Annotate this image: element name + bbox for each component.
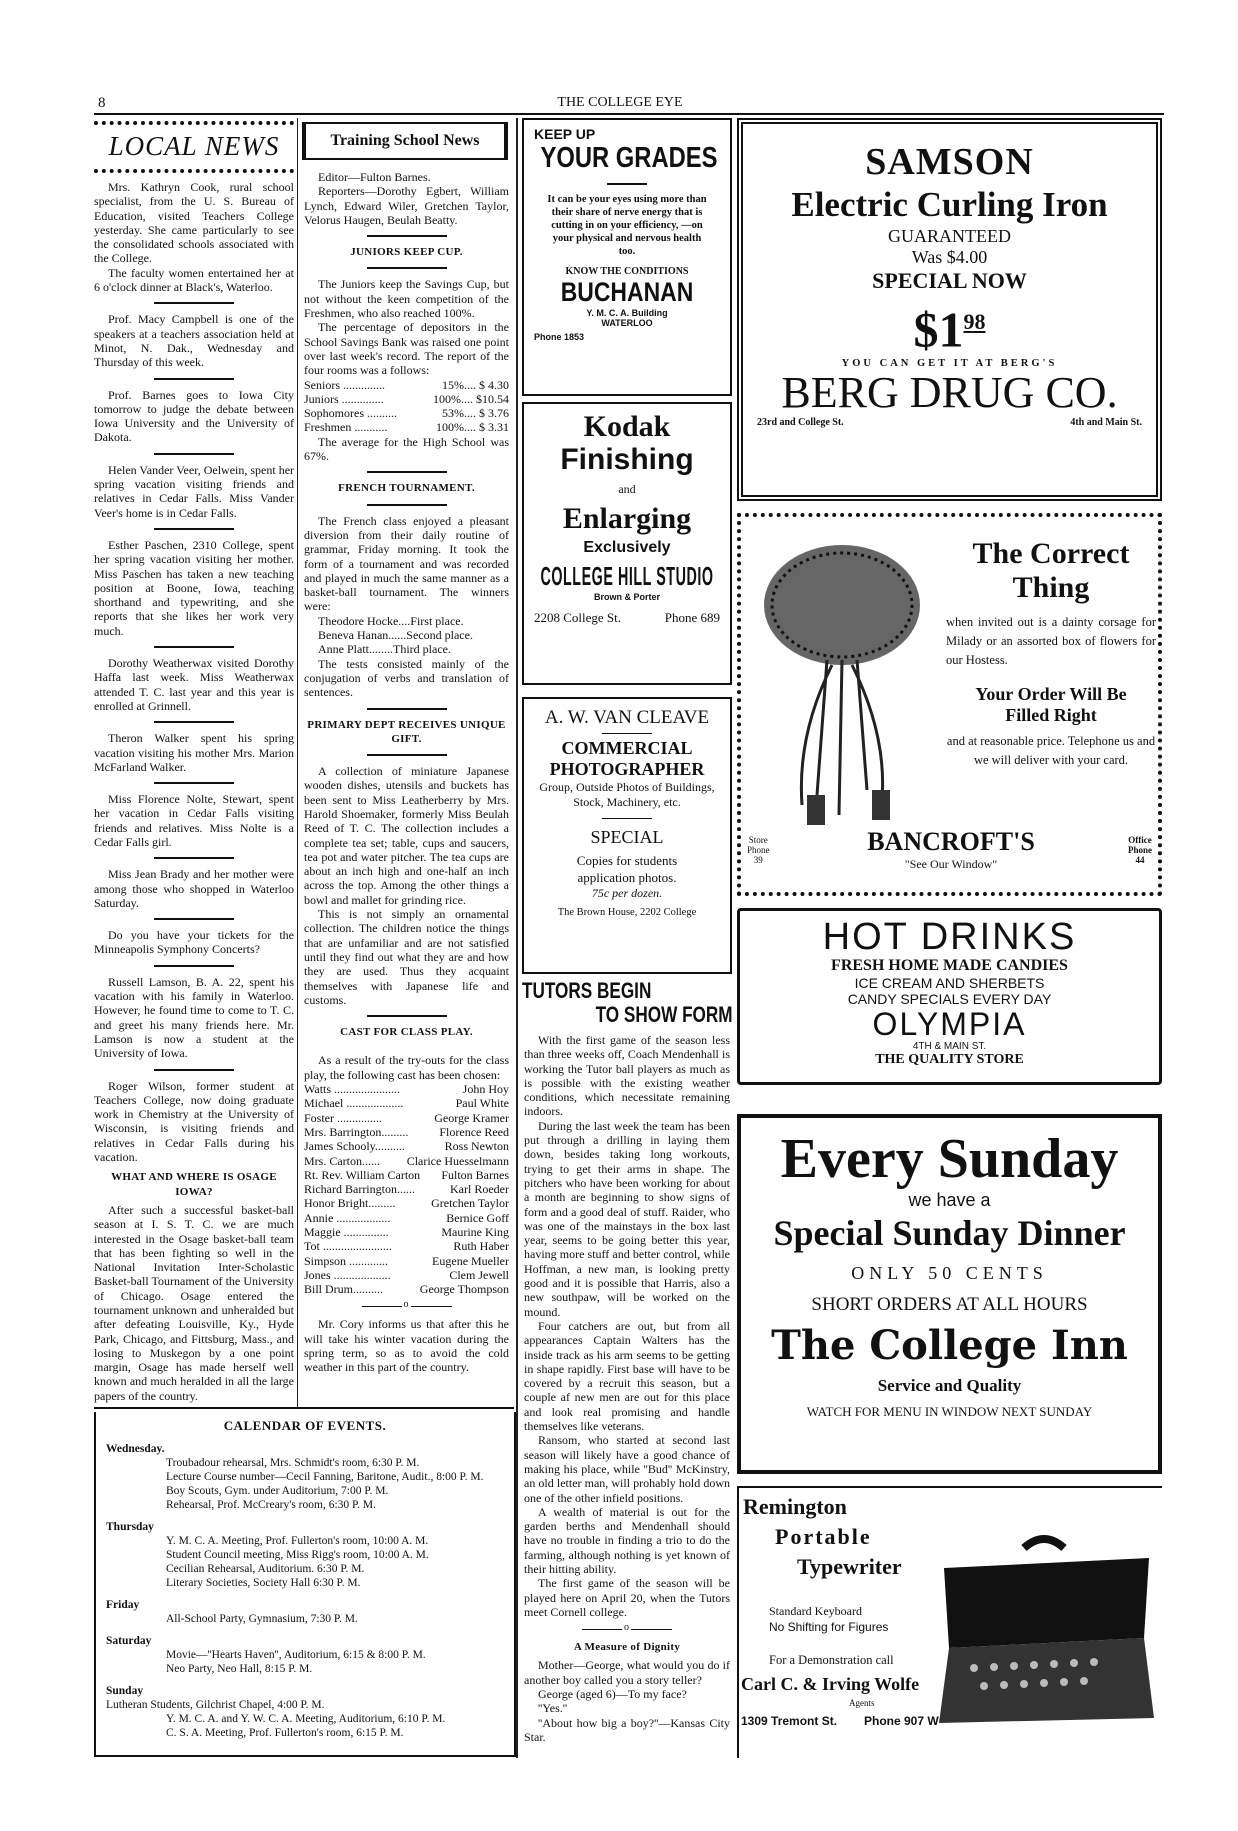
ad-line: PHOTOGRAPHER xyxy=(549,759,705,779)
article-heading: WHAT AND WHERE IS OSAGE IOWA? xyxy=(111,1171,277,1198)
row-label: Tot ....................... xyxy=(304,1239,392,1254)
ad-line: Electric Curling Iron xyxy=(791,185,1108,224)
row-label: Maggie ............... xyxy=(304,1225,389,1239)
dotted-leader-row xyxy=(304,1154,509,1168)
paragraph: Troubadour rehearsal, Mrs. Schmidt's room, 6:30 P. M. xyxy=(166,1457,420,1469)
calendar-day: Sunday xyxy=(106,1685,144,1697)
paragraph: Neo Party, Neo Hall, 8:15 P. M. xyxy=(166,1663,313,1675)
article-heading: JUNIORS KEEP CUP. xyxy=(350,246,463,259)
article-heading: A Measure of Dignity xyxy=(573,1641,681,1654)
paragraph: Theron Walker spent his spring vacation visiting his mother Mrs. Marion McFarland Walker. xyxy=(94,731,294,774)
store-label: Store xyxy=(748,835,768,845)
ad-line: SHORT ORDERS AT ALL HOURS xyxy=(811,1294,1088,1315)
bancroft-ad xyxy=(737,513,1162,896)
paragraph: Mother—George, what would you do if another boy called you a story teller? xyxy=(524,1658,730,1687)
paragraph: Literary Societies, Society Hall 6:30 P. M. xyxy=(166,1577,361,1589)
dotted-leader-row xyxy=(304,406,509,420)
divider xyxy=(154,782,234,784)
ad-name: BUCHANAN xyxy=(560,277,694,307)
row-label: Jones ................... xyxy=(304,1267,391,1282)
ad-address: 4TH & MAIN ST. xyxy=(912,1041,987,1052)
paragraph: Mr. Cory informs us that after this he will take his winter vacation during the spring term, so as to avoid the cold weather in this part of the country. xyxy=(304,1317,509,1375)
ad-name: A. W. VAN CLEAVE xyxy=(544,707,710,728)
studio-name: COLLEGE HILL STUDIO xyxy=(540,561,714,591)
row-value: Eugene Mueller xyxy=(432,1253,509,1268)
ad-line: Typewriter xyxy=(797,1554,902,1579)
olympia-ad xyxy=(737,908,1162,1085)
paragraph: Lutheran Students, Gilchrist Chapel, 4:00 P. M. xyxy=(106,1699,325,1711)
ad-name: BANCROFT'S xyxy=(867,827,1035,856)
dotted-leader-row xyxy=(304,1096,509,1110)
ad-special: SPECIAL xyxy=(590,827,664,847)
row-label: Mrs. Carton...... xyxy=(304,1153,380,1168)
ad-name: BERG DRUG CO. xyxy=(781,367,1118,417)
ad-line: Was $4.00 xyxy=(911,247,988,267)
paragraph: Ransom, who started at second last season will likely have a good chance of making his place, while ''Bud'' McKinstry, an old letter man, will prohably hold down one of the other infield positions. xyxy=(524,1433,730,1505)
paragraph: Anne Platt........Third place. xyxy=(318,642,451,657)
paragraph: A collection of miniature Japanese wooden dishes, utensils and buckets has been sent to Miss Leatherberry by Mrs. Harold Shoemaker, formerly Miss Beulah Reed of T. C. The collection includes a complete tea set; table, cups and saucers, tea pot and water pitcher. The tea cups are about an inch high and one-half an inch across the top. Among the other things a bowl and mallet for grinding rice. xyxy=(304,764,509,907)
ad-line: ONLY 50 CENTS xyxy=(851,1263,1048,1283)
dotted-leader-row xyxy=(304,1125,509,1139)
row-value: Gretchen Taylor xyxy=(431,1196,509,1211)
paragraph: During the last week the team has been put through a drilling in laying them down, besides taking long workouts, trying to get their arms in shape. The pitchers who have been working for about a month are beginning to show signs of form and a good deal of stuff. Raider, who was one of the mainstays in the box last year, seems to be going better this year, having more stuff and better control, while Hoffman, a new man, is looking pretty good and it is possible that Harris, also a new southpaw, will be worked on the mound. xyxy=(524,1118,730,1319)
paragraph: Rehearsal, Prof. McCreary's room, 6:30 P. M. xyxy=(166,1499,376,1511)
divider xyxy=(154,965,234,967)
ad-line: Every Sunday xyxy=(780,1128,1119,1190)
ad-address: 4th and Main St. xyxy=(1070,416,1142,428)
ad-line: Your Order Will Be xyxy=(975,684,1127,704)
row-label: Honor Bright......... xyxy=(304,1196,396,1211)
row-label: Michael ................... xyxy=(304,1096,404,1111)
row-label: Foster ............... xyxy=(304,1110,382,1125)
college-inn-ad xyxy=(737,1114,1162,1474)
divider xyxy=(154,646,234,648)
paragraph: Miss Jean Brady and her mother were among those who shopped in Waterloo Saturday. xyxy=(94,867,294,910)
dotted-leader-row xyxy=(304,1268,509,1282)
row-label: James Schooly.......... xyxy=(304,1139,405,1154)
divider xyxy=(154,1069,234,1071)
ad-slogan: "See Our Window" xyxy=(904,857,998,871)
paragraph: Student Council meeting, Miss Rigg's room, 10:00 A. M. xyxy=(166,1549,429,1561)
paragraph: Miss Florence Nolte, Stewart, spent her vacation in Cedar Falls visiting friends and relatives. Miss Nolte is a Cedar Falls girl. xyxy=(94,792,294,849)
row-value: Ruth Haber xyxy=(453,1239,509,1254)
row-value: George Kramer xyxy=(434,1110,509,1125)
page-number: 8 xyxy=(98,95,106,111)
divider xyxy=(367,235,447,237)
dotted-leader-row xyxy=(304,1254,509,1268)
paragraph: Cecilian Rehearsal, Auditorium. 6:30 P. M. xyxy=(166,1563,365,1575)
paragraph: Four catchers are out, but from all appearances Captain Walters has the inside track as his arm seems to be getting in shape rapidly. First base will have to be covered by a recruit this season, but a couple af new men are out for this place and look real promising and handle themselves like veterans. xyxy=(524,1318,730,1434)
paragraph: After such a successful basket-ball season at I. S. T. C. we are much interested in the Osage basket-ball team that has been fighting so well in the National Invitation Inter-Scholastic Basket-ball Tournament of the University of Chicago. Osage entered the tournament unknown and unheralded but after defeating Louisville, Ky., Hyde Park, Chicago, and Fittsburg, Mass., and losing to Muskegon by a one point margin, Osage has made herself well known and much heralded in all the large papers of the country. xyxy=(94,1202,294,1403)
article-heading: PRIMARY DEPT RECEIVES UNIQUE GIFT. xyxy=(307,718,506,745)
ad-headline: YOUR GRADES xyxy=(540,142,718,174)
tutors-headline-2: TO SHOW FORM xyxy=(595,1002,733,1027)
paragraph: The first game of the season will be played here on April 20, when the Tutors meet Cornell college. xyxy=(524,1576,730,1619)
office-label: Office xyxy=(1128,835,1152,845)
ad-line: Filled Right xyxy=(1005,705,1097,725)
store-phone-label: Phone xyxy=(747,845,770,855)
paragraph: The average for the High School was 67%. xyxy=(304,434,509,464)
ad-kicker: KEEP UP xyxy=(534,126,596,142)
ad-offer: Copies for students application photos. xyxy=(576,853,678,885)
ad-line: SAMSON xyxy=(865,141,1034,183)
ad-cta: KNOW THE CONDITIONS xyxy=(565,266,689,277)
ad-line: Kodak xyxy=(583,410,671,443)
row-label: Watts ...................... xyxy=(304,1082,401,1097)
row-value: Fulton Barnes xyxy=(441,1167,509,1182)
tutors-column xyxy=(524,1033,730,1763)
calendar-day: Friday xyxy=(106,1599,140,1611)
ad-body: It can be your eyes using more than their share of nerve energy that is cutting in on your efficiency, —on your physical and nervous health too. xyxy=(547,194,707,257)
row-label: Richard Barrington...... xyxy=(304,1182,415,1197)
divider xyxy=(154,302,234,304)
paragraph: Beneva Hanan......Second place. xyxy=(318,628,473,643)
ad-line: The Correct xyxy=(972,537,1130,570)
article-heading: CAST FOR CLASS PLAY. xyxy=(340,1026,473,1039)
ad-phone: Phone 689 xyxy=(664,610,720,625)
ad-name: The College Inn xyxy=(771,1322,1128,1369)
paragraph: This is not simply an ornamental collection. The children notice the things that are unfamiliar and are not satisfied until they find out what they are and how they are used. Thus they acquaint themselves with Japanese life and customs. xyxy=(304,907,509,1007)
ad-phone: Phone 1853 xyxy=(534,332,585,342)
article-heading: FRENCH TOURNAMENT. xyxy=(338,482,475,495)
paragraph: Y. M. C. A. Meeting, Prof. Fullerton's room, 10:00 A. M. xyxy=(166,1535,429,1547)
row-value: Clem Jewell xyxy=(449,1267,509,1282)
row-value: Karl Roeder xyxy=(450,1182,509,1197)
ad-line: Enlarging xyxy=(562,502,692,535)
paragraph: George (aged 6)—To my face? xyxy=(538,1687,687,1702)
ad-price: 75c per dozen. xyxy=(591,886,663,900)
paragraph: A wealth of material is out for the garden berths and Mendenhall should have no trouble in finding a trio to do the farming, although nothing is yet known of their hitting ability. xyxy=(524,1504,730,1576)
ad-line: SPECIAL NOW xyxy=(872,268,1027,293)
calendar-day: Wednesday. xyxy=(106,1443,165,1455)
ad-name: Carl C. & Irving Wolfe xyxy=(741,1674,920,1694)
kodak-ad xyxy=(522,402,732,685)
ad-line: Special Sunday Dinner xyxy=(773,1213,1126,1253)
local-news-banner xyxy=(94,121,294,173)
row-value: Paul White xyxy=(455,1096,509,1111)
vancleave-ad xyxy=(522,697,732,974)
ad-agents: Agents xyxy=(849,1698,875,1708)
row-label: Freshmen ........... xyxy=(304,420,388,435)
ad-address: 2208 College St. xyxy=(534,610,622,625)
ad-desc: Group, Outside Photos of Buildings, Stock, Machinery, etc. xyxy=(539,780,715,809)
paragraph: The French class enjoyed a pleasant diversion from their daily routine of grammar, Friday morning. It took the form of a tournament and was recorded and played in much the same manner as a basket-ball tournament. The winners were: xyxy=(304,513,509,614)
buchanan-ad xyxy=(522,118,732,396)
paragraph: Esther Paschen, 2310 College, spent her spring vacation visiting her mother. Miss Paschen has taken a new teaching position at Boone, Iowa, teaching shorthand and typewriting, and she reports that she likes her work very much. xyxy=(94,537,294,638)
dotted-leader-row xyxy=(304,1196,509,1210)
paragraph: As a result of the try-outs for the class play, the following cast has been chosen: xyxy=(304,1053,509,1082)
remington-ad xyxy=(737,1486,1162,1758)
divider xyxy=(154,378,234,380)
ad-line: FRESH HOME MADE CANDIES xyxy=(831,957,1068,974)
dotted-leader-row xyxy=(304,420,509,434)
ad-line: GUARANTEED xyxy=(888,226,1011,246)
training-school-title: Training School News xyxy=(302,122,508,160)
paragraph: Lecture Course number—Cecil Fanning, Baritone, Audit., 8:00 P. M. xyxy=(166,1471,484,1483)
ad-line: and xyxy=(618,482,636,496)
ad-line: HOT DRINKS xyxy=(822,916,1077,958)
dotted-leader-row xyxy=(304,392,509,406)
ad-phone: Phone 907 W xyxy=(864,1714,939,1728)
header-rule xyxy=(94,113,1164,115)
local-news-column xyxy=(94,180,294,1405)
row-label: Annie .................. xyxy=(304,1210,391,1225)
office-phone-label: Phone xyxy=(1127,845,1152,855)
paragraph: Russell Lamson, B. A. 22, spent his vacation with his family in Waterloo. However, he found time to come to T. C. and greet his many friends here. Mr. Lamson is now a student at the University of Iowa. xyxy=(94,974,294,1061)
dotted-leader-row xyxy=(304,1282,509,1296)
row-value: John Hoy xyxy=(462,1082,509,1097)
ad-line: Remington xyxy=(743,1494,847,1519)
ad-line: For a Demonstration call xyxy=(769,1653,894,1667)
row-value: 15%.... $ 4.30 xyxy=(442,377,509,392)
ad-line: No Shifting for Figures xyxy=(769,1620,889,1634)
divider xyxy=(362,1306,452,1307)
ad-line: Finishing xyxy=(560,443,694,476)
ad-line: COMMERCIAL xyxy=(561,738,693,758)
paragraph: Boy Scouts, Gym. under Auditorium, 7:00 P. M. xyxy=(166,1485,389,1497)
paragraph: Roger Wilson, former student at Teachers College, now doing graduate work in Chemistry at the University of Wisconsin, is visiting friends and relatives in Cedar Falls during his vacation. xyxy=(94,1078,294,1165)
ad-line: WATCH FOR MENU IN WINDOW NEXT SUNDAY xyxy=(806,1404,1093,1419)
dotted-leader-row xyxy=(304,1182,509,1196)
ad-address: Y. M. C. A. Building xyxy=(586,308,668,318)
price-cents: 98 xyxy=(963,309,986,334)
divider xyxy=(367,267,447,269)
paragraph: The tests consisted mainly of the conjugation of verbs and translation of sentences. xyxy=(304,656,509,700)
ad-address: 1309 Tremont St. xyxy=(741,1714,838,1728)
ad-address: The Brown House, 2202 College xyxy=(557,907,697,918)
row-value: 100%.... $10.54 xyxy=(433,391,509,406)
divider xyxy=(154,528,234,530)
paragraph: Dorothy Weatherwax visited Dorothy Haffa last week. Miss Weatherwax attended T. C. last year and this year is enrolled at Grinnell. xyxy=(94,656,294,713)
paragraph: The Juniors keep the Savings Cup, but not without the keen competition of the Freshmen, who also reached 100%. xyxy=(304,277,509,321)
paragraph: The faculty women entertained her at 6 o'clock dinner at Black's, Waterloo. xyxy=(94,265,294,295)
tutors-headline-1: TUTORS BEGIN xyxy=(522,978,652,1003)
ad-body: and at reasonable price. Telephone us and we will deliver with your card. xyxy=(946,734,1156,767)
dotted-leader-row xyxy=(304,1211,509,1225)
corsage-bouquet-icon xyxy=(757,535,927,835)
local-news-title: LOCAL NEWS xyxy=(108,131,280,161)
row-label: Simpson ............. xyxy=(304,1253,389,1268)
calendar-title: CALENDAR OF EVENTS. xyxy=(223,1418,387,1433)
paragraph: Mrs. Kathryn Cook, rural school specialist, from the U. S. Bureau of Education, visited Teachers College yesterday. She came particularly to see the consolidated schools associated with the College. xyxy=(94,180,294,266)
newspaper-title: THE COLLEGE EYE xyxy=(557,95,683,110)
row-value: Clarice Huesselmann xyxy=(406,1153,509,1168)
ad-body: when invited out is a dainty corsage for Milady or an assorted box of flowers for our Hostess. xyxy=(946,615,1156,667)
office-phone: 44 xyxy=(1135,855,1145,865)
training-school-column xyxy=(304,170,509,1405)
dotted-leader-row xyxy=(304,1082,509,1096)
calendar-day: Thursday xyxy=(106,1521,154,1533)
typewriter-case-icon xyxy=(934,1528,1159,1728)
ad-line: Thing xyxy=(1012,571,1090,604)
ad-line: Standard Keyboard xyxy=(769,1604,862,1618)
ad-line: YOU CAN GET IT AT BERG'S xyxy=(841,357,1058,369)
dotted-leader-row xyxy=(304,1168,509,1182)
paragraph: Theodore Hocke....First place. xyxy=(318,613,464,628)
store-phone: 39 xyxy=(753,855,763,865)
dotted-leader-row xyxy=(304,1111,509,1125)
berg-drug-ad xyxy=(737,118,1162,501)
row-label: Rt. Rev. William Carton xyxy=(304,1167,421,1182)
row-value: Ross Newton xyxy=(444,1139,509,1154)
calendar-of-events xyxy=(94,1412,516,1757)
ad-line: Service and Quality xyxy=(877,1376,1022,1395)
divider xyxy=(154,453,234,455)
paragraph: Movie—''Hearts Haven'', Auditorium, 6:15 & 8:00 P. M. xyxy=(166,1649,426,1661)
paragraph: ''About how big a boy?''—Kansas City Star. xyxy=(524,1715,730,1744)
paragraph: Editor—Fulton Barnes. xyxy=(318,170,431,184)
price-dollars: $1 xyxy=(913,301,964,358)
paragraph: All-School Party, Gymnasium, 7:30 P. M. xyxy=(166,1613,358,1625)
dotted-leader-row xyxy=(304,1225,509,1239)
divider xyxy=(367,504,447,506)
ad-slogan: THE QUALITY STORE xyxy=(875,1052,1024,1067)
divider xyxy=(582,1629,672,1630)
divider xyxy=(367,754,447,756)
divider xyxy=(304,1043,509,1053)
paragraph: Reporters—Dorothy Egbert, William Lynch, Edward Wiler, Gretchen Taylor, Velorus Haugen, Beulah Beatty. xyxy=(304,184,509,227)
divider xyxy=(154,857,234,859)
dotted-leader-row xyxy=(304,378,509,392)
divider xyxy=(367,1015,447,1017)
ad-address: 23rd and College St. xyxy=(757,416,844,428)
row-value: George Thompson xyxy=(419,1282,509,1297)
calendar-list xyxy=(106,1442,504,1740)
row-label: Sophomores .......... xyxy=(304,406,397,421)
row-value: Maurine King xyxy=(441,1225,509,1239)
paragraph: Helen Vander Veer, Oelwein, spent her spring vacation visiting friends and relatives in Cedar Falls. Miss Vander Veer's home is in Cedar Falls. xyxy=(94,462,294,520)
ad-line: Portable xyxy=(775,1524,872,1549)
divider xyxy=(154,721,234,723)
divider xyxy=(367,708,447,710)
paragraph: Do you have your tickets for the Minneapolis Symphony Concerts? xyxy=(94,928,294,957)
paragraph: Prof. Barnes goes to Iowa City tomorrow to judge the debate between Iowa University and the University of Dakota. xyxy=(94,387,294,445)
ad-name: OLYMPIA xyxy=(872,1006,1027,1042)
paragraph: C. S. A. Meeting, Prof. Fullerton's room, 6:15 P. M. xyxy=(166,1727,404,1739)
ad-owners: Brown & Porter xyxy=(593,592,660,602)
divider xyxy=(154,918,234,920)
row-value: Bernice Goff xyxy=(446,1210,509,1225)
dotted-leader-row xyxy=(304,1239,509,1253)
paragraph: Y. M. C. A. and Y. W. C. A. Meeting, Auditorium, 6:10 P. M. xyxy=(166,1713,446,1725)
dotted-leader-row xyxy=(304,1139,509,1153)
ad-city: WATERLOO xyxy=(601,318,653,328)
row-label: Juniors .............. xyxy=(304,391,384,406)
calendar-day: Saturday xyxy=(106,1635,152,1647)
row-label: Seniors .............. xyxy=(304,377,385,392)
row-label: Mrs. Barrington......... xyxy=(304,1124,409,1139)
ad-line: Exclusively xyxy=(583,539,671,556)
divider xyxy=(367,471,447,473)
paragraph: ''Yes.'' xyxy=(538,1701,568,1716)
row-label: Bill Drum.......... xyxy=(304,1282,384,1297)
ad-line: CANDY SPECIALS EVERY DAY xyxy=(847,991,1052,1007)
row-value: Florence Reed xyxy=(439,1124,509,1139)
ad-line: ICE CREAM AND SHERBETS xyxy=(854,975,1045,991)
paragraph: With the first game of the season less than three weeks off, Coach Mendenhall is working the Tutor ball players as much as is possible with the existing weather conditions, which necessitate remaining indoors. xyxy=(524,1033,730,1119)
row-value: 53%.... $ 3.76 xyxy=(442,406,509,421)
paragraph: The percentage of depositors in the School Savings Bank was raised one point over last week's record. The report of the four rooms was a follows: xyxy=(304,320,509,378)
row-value: 100%.... $ 3.31 xyxy=(436,420,509,435)
ad-line: we have a xyxy=(908,1190,991,1210)
paragraph: Prof. Macy Campbell is one of the speakers at a teachers association held at Minot, N. Dak., Wednesday and Thursday of this week. xyxy=(94,312,294,370)
